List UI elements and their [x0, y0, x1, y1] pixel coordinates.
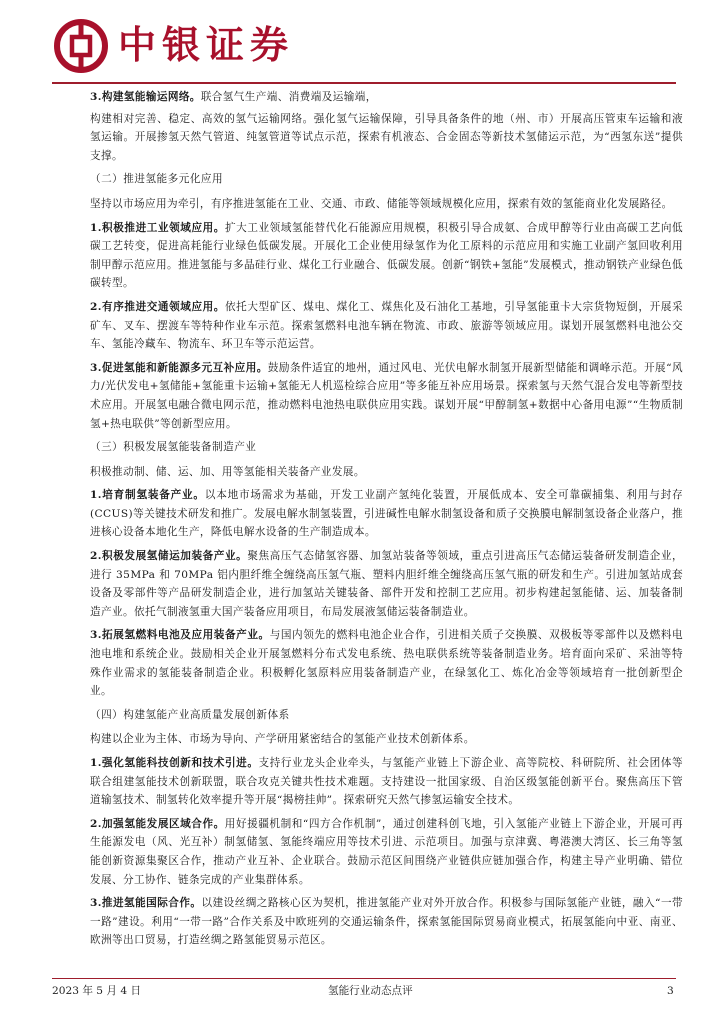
paragraph-lead: 3.促进氢能和新能源多元互补应用。 — [90, 361, 268, 374]
paragraph — [90, 730, 683, 749]
document-body — [90, 88, 683, 970]
paragraph-text: 构建以企业为主体、市场为导向、产学研用紧密结合的氢能产业技术创新体系。 — [90, 733, 475, 746]
paragraph-text: 联合氢气生产端、消费端及运输端， — [200, 91, 377, 103]
paragraph-text: 鼓励条件适宜的地州，通过风电、光伏电解水制氢开展新型储能和调峰示范。开展“风力/光伏发电+氢储能+氢能重卡运输+氢能无人机巡检综合应用”等多能互补应用场景。探索氢与天然气混合发电等新型技术应用。开展氢电融合微电网示范，推动燃料电池热电联供应用实践。谋划开展“甲醇制氢+数据中心备用电源”“生物质制氢+热电联供”等创新型应用。 — [90, 361, 683, 430]
bank-of-china-logo-icon — [52, 17, 110, 75]
section-heading: （三）积极发展氢能装备制造产业 — [90, 441, 257, 454]
paragraph-text: 积极推动制、储、运、加、用等氢能相关装备产业发展。 — [90, 465, 365, 478]
paragraph — [90, 88, 683, 107]
paragraph-lead: 3.构建氢能输运网络。 — [90, 91, 201, 103]
paragraph-lead: 3.拓展氢燃料电池及应用装备产业。 — [90, 629, 270, 642]
paragraph-lead: 1.积极推进工业领域应用。 — [90, 221, 225, 234]
paragraph-text: 用好援疆机制和“四方合作机制”，通过创建科创飞地，引入氢能产业链上下游企业，开展可再生能源发电（风、光互补）制氢储氢、氢能终端应用等技术引进、示范项目。加强与京津冀、粤港澳大湾区、长三角等氢能创新资源集聚区合作，推动产业互补、企业联合。鼓励示范区间围绕产业链供应链加强合作，构建主导产业明确、错位发展、分工协作、链条完成的产业集群体系。 — [90, 817, 683, 886]
paragraph-text: 与国内领先的燃料电池企业合作，引进相关质子交换膜、双极板等零部件以及燃料电池电堆和系统企业。鼓励相关企业开展氢燃料分布式发电系统、热电联供系统等装备制造业务。培育面向采矿、采油等特殊作业需求的氢能装备制造企业。积极孵化氢原料应用装备制造产业，在绿氢化工、炼化冶金等领域培育一批创新型企业。 — [90, 629, 683, 698]
paragraph — [90, 359, 683, 433]
paragraph-lead: 3.推进氢能国际合作。 — [90, 897, 202, 910]
footer-report-title: 氢能行业动态点评 — [328, 985, 413, 997]
brand-name: 中银证券 — [118, 23, 295, 67]
paragraph — [90, 754, 683, 810]
paragraph-lead: 1.培育制氢装备产业。 — [90, 489, 205, 502]
page-header — [0, 0, 724, 84]
paragraph-lead: 2.加强氢能发展区域合作。 — [90, 817, 225, 830]
paragraph — [90, 547, 683, 621]
paragraph — [90, 815, 683, 889]
paragraph-lead: 2.有序推进交通领域应用。 — [90, 300, 225, 313]
paragraph — [90, 463, 683, 482]
paragraph-text: 以本地市场需求为基础，开发工业副产氢纯化装置，开展低成本、安全可靠碳捕集、利用与封存(CCUS)等关键技术研发和推广。发展电解水制氢装置，引进碱性电解水制氢设备和质子交换膜电解制氢设备企业落户，推进核心设备本地化生产，降低电解水设备的生产制造成本。 — [90, 489, 683, 539]
section-heading: （四）构建氢能产业高质量发展创新体系 — [90, 708, 290, 721]
paragraph — [90, 894, 683, 950]
paragraph-text: 构建相对完善、稳定、高效的氢气运输网络。强化氢气运输保障，引导具备条件的地（州、市）开展高压管束车运输和液氢运输。开展掺氢天然气管道、纯氢管道等试点示范，探索有机液态、合金固态等新技术氢储运示范，为“西氢东送”提供支撑。 — [90, 112, 683, 162]
page-number: 3 — [667, 985, 674, 997]
header-divider — [52, 82, 676, 84]
paragraph-lead: 2.积极发展氢储运加装备产业。 — [90, 550, 248, 563]
paragraph-lead: 1.强化氢能科技创新和技术引进。 — [90, 757, 259, 769]
paragraph — [90, 626, 683, 700]
paragraph-text: 坚持以市场应用为牵引，有序推进氢能在工业、交通、市政、储能等领域规模化应用，探索有效的氢能商业化发展路径。 — [90, 197, 673, 210]
footer-date: 2023 年 5 月 4 日 — [52, 985, 142, 997]
paragraph-text: 依托大型矿区、煤电、煤化工、煤焦化及石油化工基地，引导氢能重卡大宗货物短倒，开展采矿车、叉车、摆渡车等特种作业车示范。探索氢燃料电池车辆在物流、市政、旅游等领域应用。谋划开展氢燃料电池公交车、氢能冷藏车、物流车、环卫车等示范运营。 — [90, 300, 683, 351]
paragraph — [90, 219, 683, 293]
paragraph-text: 支持行业龙头企业牵头，与氢能产业链上下游企业、高等院校、科研院所、社会团体等联合组建氢能技术创新联盟，联合攻克关键共性技术难题。支持建设一批国家级、自治区级氢能创新平台。聚焦高压下管道输氢技术、制氢转化效率提升等开展“揭榜挂帅”。探索研究天然气掺氢运输安全技术。 — [90, 757, 683, 807]
paragraph — [90, 298, 683, 354]
section-heading: （二）推进氢能多元化应用 — [90, 173, 224, 186]
paragraph — [90, 486, 683, 542]
paragraph-text: 以建设丝绸之路核心区为契机，推进氢能产业对外开放合作。积极参与国际氢能产业链，融入“一带一路”建设。利用“一带一路”合作关系及中欧班列的交通运输条件，探索氢能国际贸易商业模式，拓展氢能向中亚、南亚、欧洲等出口贸易，打造丝绸之路氢能贸易示范区。 — [90, 897, 683, 947]
footer-divider — [52, 978, 676, 979]
paragraph-text: 扩大工业领域氢能替代化石能源应用规模，积极引导合成氨、合成甲醇等行业由高碳工艺向低碳工艺转变，促进高耗能行业绿色低碳发展。开展化工企业使用绿氢作为化工原料的示范应用和实施工业副产氢回收利用制甲醇示范应用。推进氢能与多晶硅行业、煤化工行业融合、低碳发展。创新“钢铁+氢能”发展模式，推动钢铁产业绿色低碳转型。 — [90, 221, 683, 290]
paragraph — [90, 195, 683, 214]
paragraph-text: 聚焦高压气态储氢容器、加氢站装备等领域，重点引进高压气态储运装备研发制造企业，进行 35MPa 和 70MPa 铝内胆纤维全缠绕高压氢气瓶、塑料内胆纤维全缠绕高压氢气瓶的研发和生产。引进加氢站成套设备及零部件等产品研发制造企业，进行加氢站关键装备、部件开发和控制工艺应用。初步构建起氢能储、运、加装备制造产业。依托气制液氢重大国产装备应用项目，布局发展液氢储运装备制造业。 — [90, 550, 683, 618]
paragraph — [90, 110, 683, 166]
